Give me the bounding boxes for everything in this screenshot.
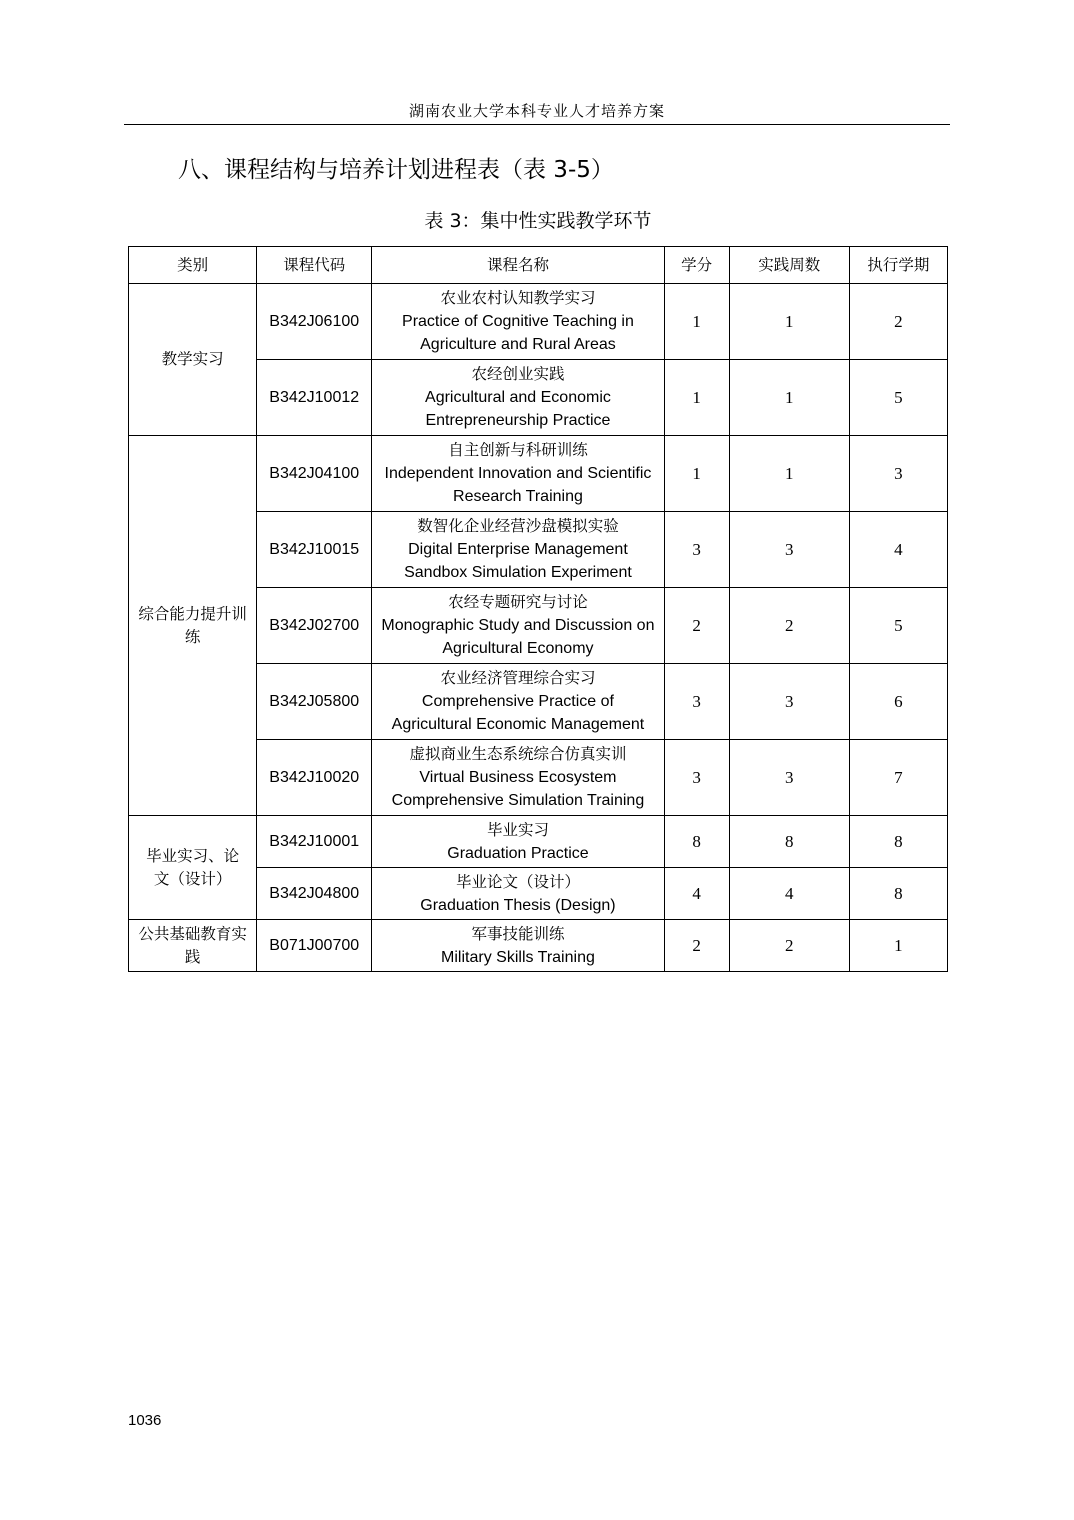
practice-weeks: 3 <box>729 664 849 740</box>
table-caption: 表 3：集中性实践教学环节 <box>424 210 652 232</box>
course-name <box>372 588 664 664</box>
semester: 7 <box>849 740 947 816</box>
course-name <box>372 284 664 360</box>
course-code: B342J06100 <box>257 284 372 360</box>
practice-schedule-table <box>128 246 948 972</box>
course-name-en: Practice of Cognitive Teaching in Agriculture and Rural Areas <box>402 313 634 353</box>
course-name-en: Comprehensive Practice of Agricultural Economic Management <box>391 693 645 733</box>
page-number: 1036 <box>128 1412 162 1429</box>
practice-weeks: 3 <box>729 512 849 588</box>
course-name-en: Graduation Thesis (Design) <box>420 896 616 914</box>
course-name-zh: 毕业论文（设计） <box>455 872 580 891</box>
credits: 2 <box>664 588 729 664</box>
practice-weeks: 1 <box>729 360 849 436</box>
semester: 2 <box>849 284 947 360</box>
column-header-code: 课程代码 <box>257 247 372 284</box>
credits: 8 <box>664 816 729 868</box>
category-cell: 毕业实习、论文（设计） <box>129 816 257 920</box>
category-cell: 教学实习 <box>129 284 257 436</box>
practice-weeks: 1 <box>729 284 849 360</box>
practice-weeks: 2 <box>729 588 849 664</box>
category-cell: 综合能力提升训练 <box>129 436 257 816</box>
course-name-zh: 虚拟商业生态系统综合仿真实训 <box>409 745 627 763</box>
course-name-zh: 军事技能训练 <box>471 924 565 943</box>
credits: 1 <box>664 360 729 436</box>
course-name <box>372 868 664 920</box>
table-header-row <box>129 247 948 284</box>
practice-weeks: 3 <box>729 740 849 816</box>
course-name-zh: 农经创业实践 <box>471 365 565 383</box>
course-code: B342J04100 <box>257 436 372 512</box>
semester: 5 <box>849 588 947 664</box>
table-row <box>129 284 948 360</box>
course-code: B342J10015 <box>257 512 372 588</box>
course-name <box>372 360 664 436</box>
table-row <box>129 436 948 512</box>
course-name-zh: 毕业实习 <box>486 820 549 839</box>
table-row <box>129 816 948 868</box>
section-heading: 八、课程结构与培养计划进程表（表 3-5） <box>178 157 614 183</box>
credits: 3 <box>664 740 729 816</box>
course-name-zh: 农经专题研究与讨论 <box>448 593 588 611</box>
course-name-zh: 自主创新与科研训练 <box>448 441 588 459</box>
course-name <box>372 664 664 740</box>
header-rule <box>124 124 950 125</box>
semester: 4 <box>849 512 947 588</box>
column-header-weeks: 实践周数 <box>729 247 849 284</box>
course-code: B071J00700 <box>257 920 372 972</box>
course-name-en: Independent Innovation and Scientific Research Training <box>384 465 652 505</box>
credits: 4 <box>664 868 729 920</box>
course-name-en: Virtual Business Ecosystem Comprehensive Simulation Training <box>391 769 645 809</box>
running-header: 湖南农业大学本科专业人才培养方案 <box>408 102 665 120</box>
semester: 8 <box>849 868 947 920</box>
credits: 3 <box>664 664 729 740</box>
course-name-en: Digital Enterprise Management Sandbox Simulation Experiment <box>404 541 632 581</box>
practice-weeks: 4 <box>729 868 849 920</box>
course-name <box>372 740 664 816</box>
practice-weeks: 2 <box>729 920 849 972</box>
column-header-name: 课程名称 <box>372 247 664 284</box>
practice-weeks: 1 <box>729 436 849 512</box>
course-code: B342J05800 <box>257 664 372 740</box>
semester: 1 <box>849 920 947 972</box>
course-code: B342J10001 <box>257 816 372 868</box>
course-name <box>372 512 664 588</box>
semester: 5 <box>849 360 947 436</box>
credits: 1 <box>664 436 729 512</box>
course-name <box>372 920 664 972</box>
course-name-en: Graduation Practice <box>447 844 589 862</box>
credits: 1 <box>664 284 729 360</box>
course-name <box>372 816 664 868</box>
practice-weeks: 8 <box>729 816 849 868</box>
category-cell: 公共基础教育实践 <box>129 920 257 972</box>
course-name-en: Agricultural and Economic Entrepreneurship Practice <box>425 389 611 429</box>
course-code: B342J10020 <box>257 740 372 816</box>
course-code: B342J02700 <box>257 588 372 664</box>
course-code: B342J04800 <box>257 868 372 920</box>
credits: 3 <box>664 512 729 588</box>
semester: 6 <box>849 664 947 740</box>
course-code: B342J10012 <box>257 360 372 436</box>
semester: 3 <box>849 436 947 512</box>
course-name-zh: 农业经济管理综合实习 <box>440 669 596 687</box>
credits: 2 <box>664 920 729 972</box>
course-name-zh: 数智化企业经营沙盘模拟实验 <box>417 517 619 535</box>
column-header-semester: 执行学期 <box>849 247 947 284</box>
course-name-en: Military Skills Training <box>441 948 595 966</box>
course-name-zh: 农业农村认知教学实习 <box>440 289 596 307</box>
column-header-category: 类别 <box>129 247 257 284</box>
table-row <box>129 920 948 972</box>
column-header-credits: 学分 <box>664 247 729 284</box>
semester: 8 <box>849 816 947 868</box>
course-name-en: Monographic Study and Discussion on Agricultural Economy <box>381 617 655 657</box>
course-name <box>372 436 664 512</box>
